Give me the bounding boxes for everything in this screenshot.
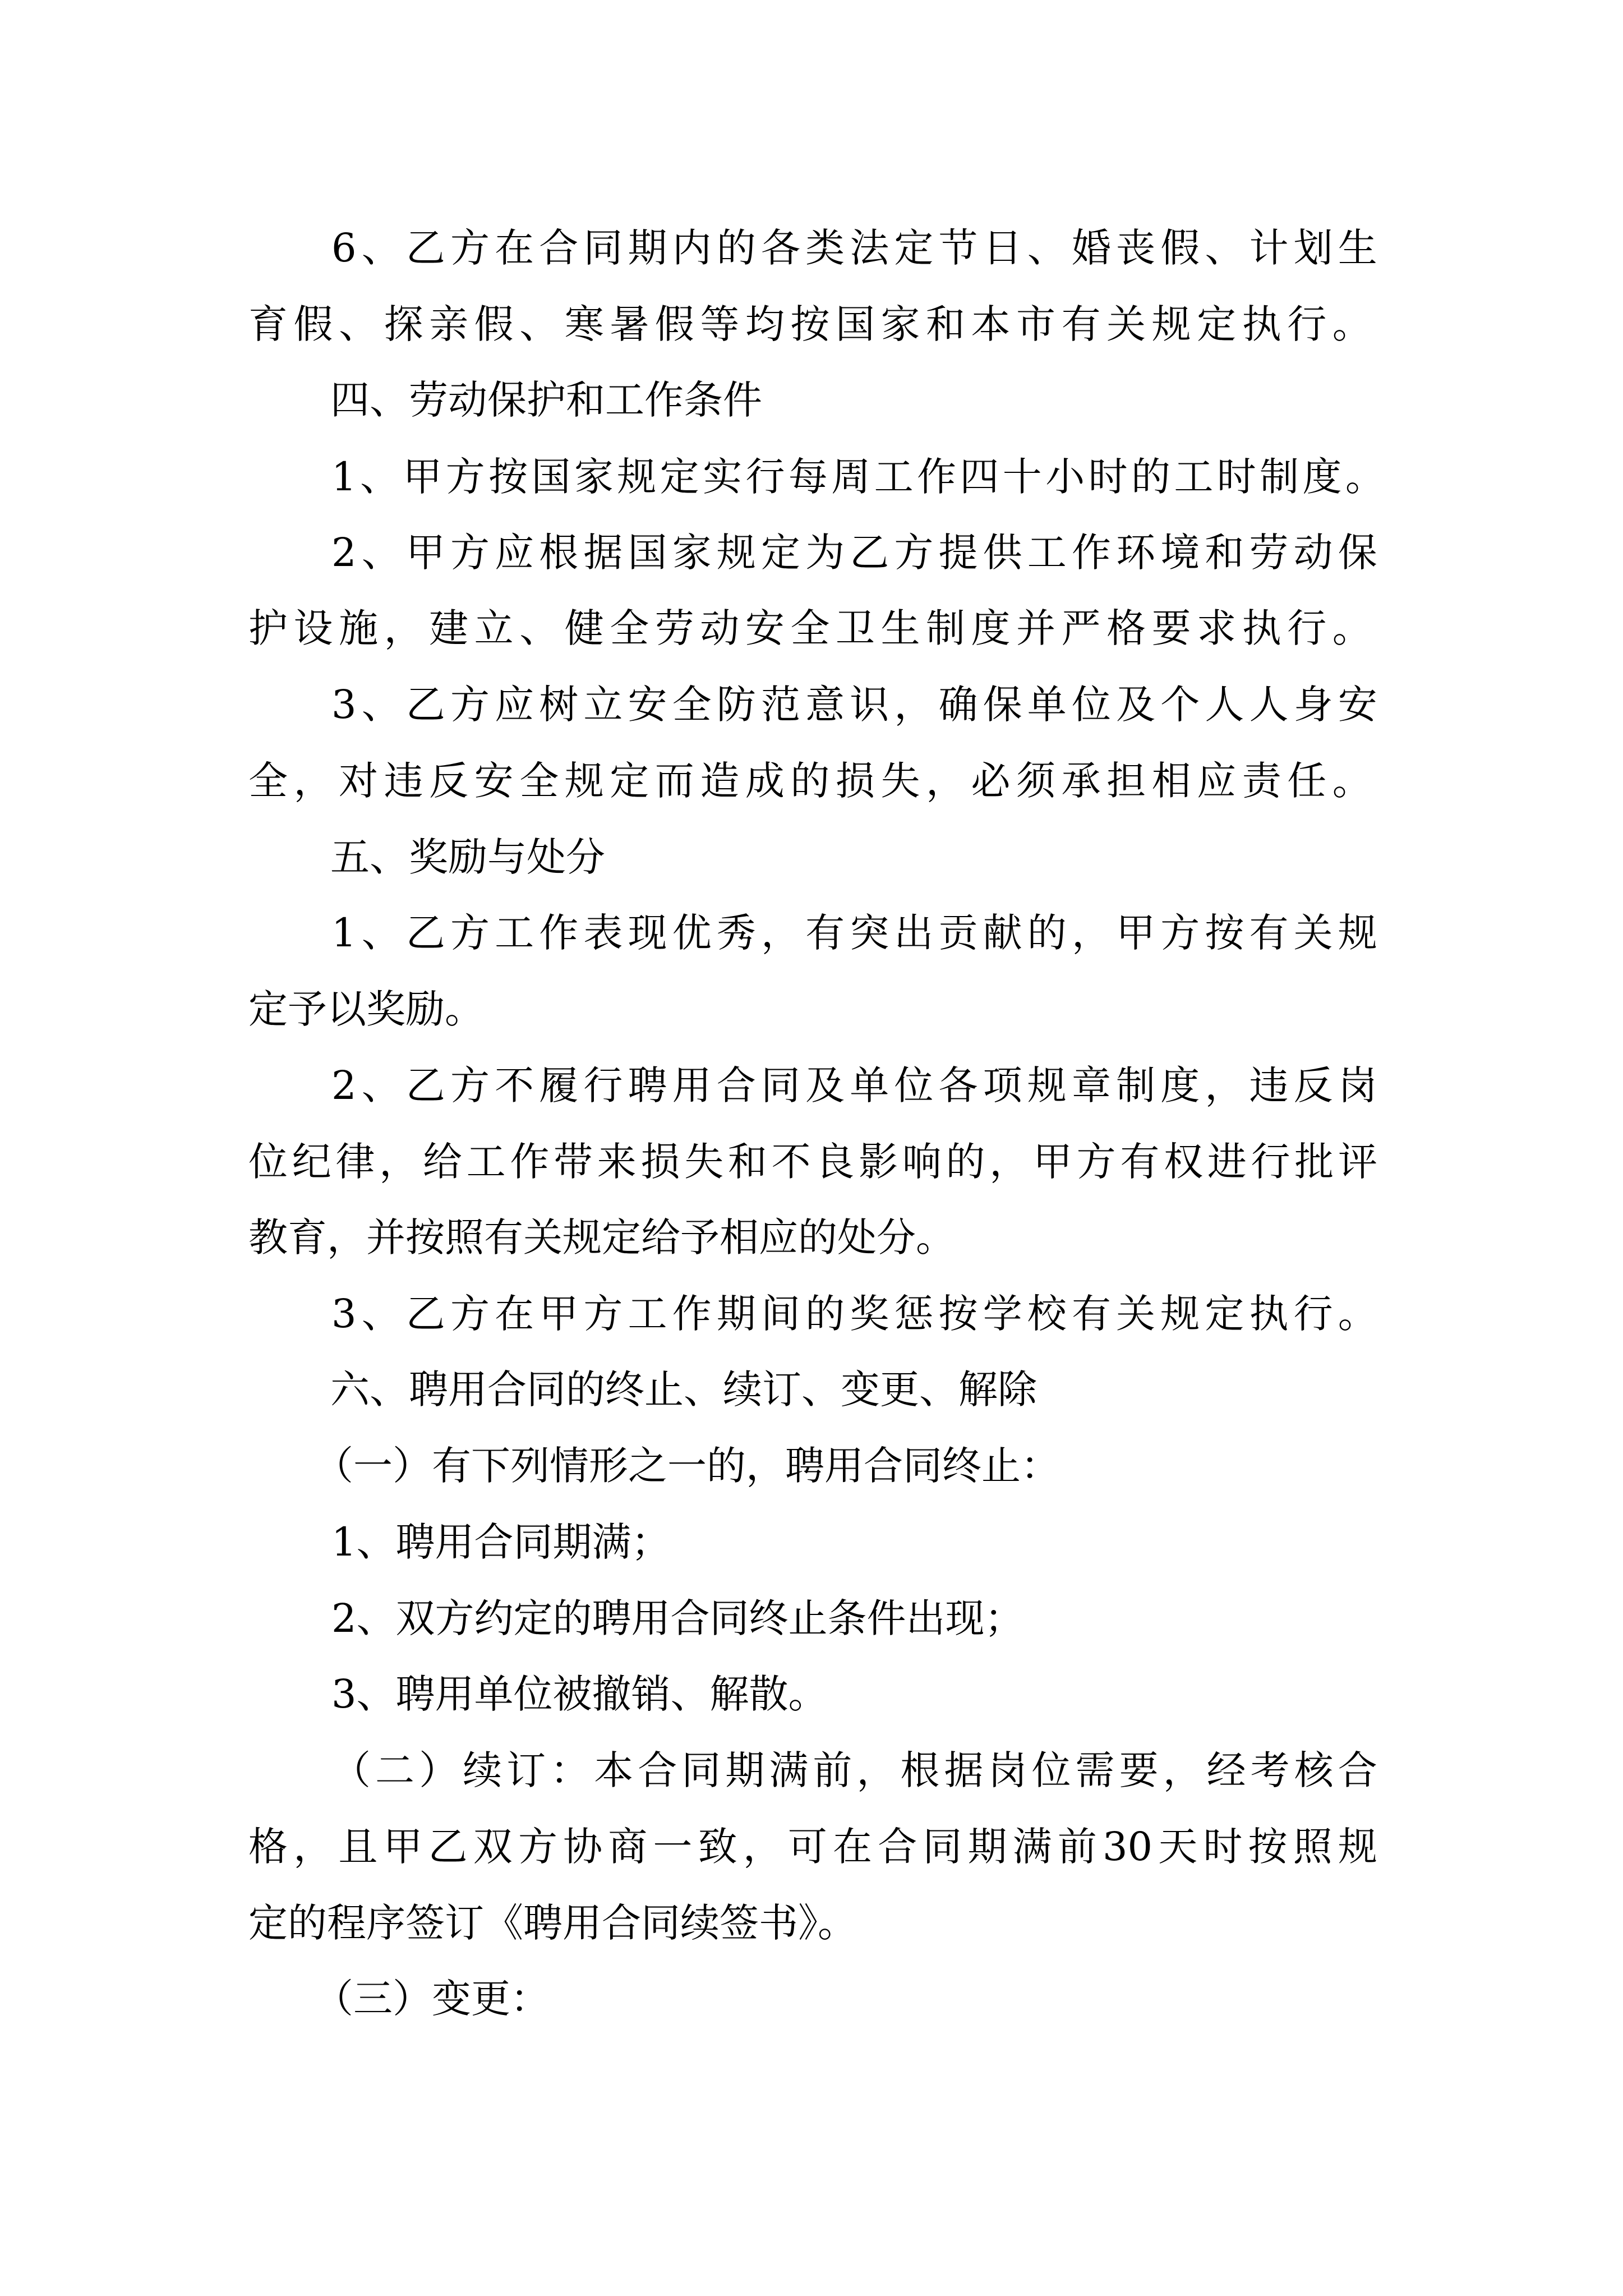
doc-line-14: 教育，并按照有关规定给予相应的处分。 [248,1214,955,1260]
doc-line-13: 位 纪 律 ， 给 工 作 带 来 损 失 和 不 良 影 响 的 ， 甲 方 有 权 进 行 批 评 [248,1139,1377,1185]
doc-line-11: 定予以奖励。 [248,986,484,1032]
doc-line-10: 1 、 乙 方 工 作 表 现 优 秀 ， 有 突 出 贡 献 的 ， 甲 方 按 有 关 规 [331,910,1377,956]
doc-line-15: 3 、 乙 方 在 甲 方 工 作 期 间 的 奖 惩 按 学 校 有 关 规 定 执 行 。 [331,1291,1377,1337]
doc-line-20: 3、聘用单位被撤销、解散。 [331,1671,828,1717]
doc-line-6: 护 设 施 ， 建 立 、 健 全 劳 动 安 全 卫 生 制 度 并 严 格 要 求 执 行 。 [248,605,1372,651]
doc-line-23: 定的程序签订《聘用合同续签书》。 [248,1900,857,1946]
doc-line-24: （三）变更： [314,1976,550,2022]
doc-line-3: 四、劳动保护和工作条件 [330,377,762,423]
doc-line-18: 1、聘用合同期满； [331,1519,671,1565]
doc-line-4: 1 、 甲 方 按 国 家 规 定 实 行 每 周 工 作 四 十 小 时 的 工 时 制 度 。 [331,454,1385,500]
doc-line-2: 育 假 、 探 亲 假 、 寒 暑 假 等 均 按 国 家 和 本 市 有 关 规 定 执 行 。 [248,301,1372,347]
doc-line-19: 2、双方约定的聘用合同终止条件出现； [331,1595,1024,1641]
doc-line-22: 格 ， 且 甲 乙 双 方 协 商 一 致 ， 可 在 合 同 期 满 前 30 天 时 按 照 规 [248,1824,1377,1870]
doc-line-7: 3 、 乙 方 应 树 立 安 全 防 范 意 识 ， 确 保 单 位 及 个 人 人 身 安 [331,682,1377,728]
doc-line-12: 2 、 乙 方 不 履 行 聘 用 合 同 及 单 位 各 项 规 章 制 度 ， 违 反 岗 [331,1062,1377,1108]
doc-line-21: （ 二 ） 续 订 ： 本 合 同 期 满 前 ， 根 据 岗 位 需 要 ， 经 考 核 合 [331,1747,1377,1793]
doc-line-1: 6 、 乙 方 在 合 同 期 内 的 各 类 法 定 节 日 、 婚 丧 假 、 计 划 生 [331,225,1377,271]
doc-line-9: 五、奖励与处分 [330,834,605,880]
doc-line-8: 全 ， 对 违 反 安 全 规 定 而 造 成 的 损 失 ， 必 须 承 担 相 应 责 任 。 [248,758,1372,804]
doc-line-17: （一）有下列情形之一的，聘用合同终止： [314,1443,1060,1489]
doc-line-5: 2 、 甲 方 应 根 据 国 家 规 定 为 乙 方 提 供 工 作 环 境 和 劳 动 保 [331,530,1377,576]
doc-line-16: 六、聘用合同的终止、续订、变更、解除 [330,1366,1037,1412]
